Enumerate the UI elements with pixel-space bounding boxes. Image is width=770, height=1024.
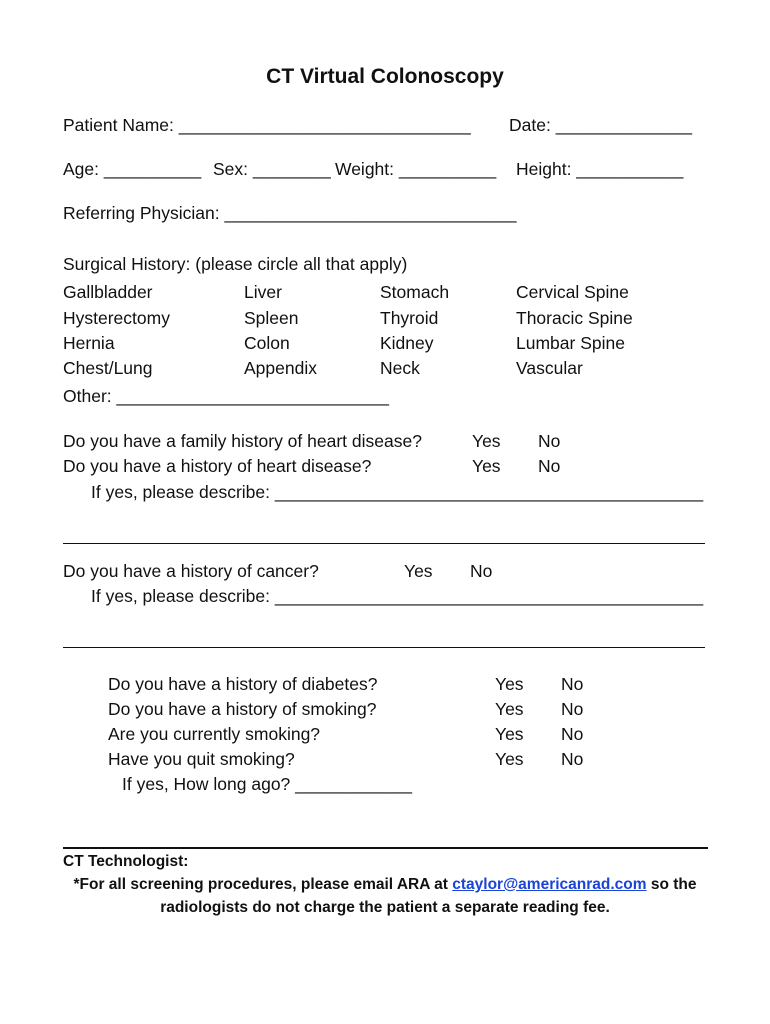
surgery-option-lumbar-spine[interactable]: Lumbar Spine [516,333,625,353]
surgery-option-thoracic-spine[interactable]: Thoracic Spine [516,308,633,328]
weight-field[interactable]: Weight: __________ [335,159,497,179]
yes-label: Yes [495,724,524,744]
surgery-option-chest-lung[interactable]: Chest/Lung [63,358,153,378]
surgery-option-vascular[interactable]: Vascular [516,358,583,378]
patient-name-field[interactable]: Patient Name: ______________________________ [63,115,471,135]
heart-describe-field[interactable]: If yes, please describe: ____________________________________________ [91,482,704,502]
surgery-option-liver[interactable]: Liver [244,282,282,302]
yes-label: Yes [495,749,524,769]
surgical-history-heading: Surgical History: (please circle all that apply) [63,254,408,274]
yes-label: Yes [495,674,524,694]
question-cancer: Do you have a history of cancer? [63,561,319,581]
surgery-option-spleen[interactable]: Spleen [244,308,299,328]
referring-physician-field[interactable]: Referring Physician: ______________________________ [63,203,517,223]
no-label: No [470,561,493,581]
yes-label: Yes [404,561,433,581]
surgery-option-colon[interactable]: Colon [244,333,290,353]
email-link[interactable]: ctaylor@americanrad.com [452,876,647,893]
no-label: No [561,749,584,769]
quit-how-long-field[interactable]: If yes, How long ago? ____________ [122,774,412,794]
sex-field[interactable]: Sex: ________ [213,159,331,179]
footer-note-before: *For all screening procedures, please email ARA at [73,876,453,893]
yes-label: Yes [495,699,524,719]
surgery-option-stomach[interactable]: Stomach [380,282,450,302]
page-title: CT Virtual Colonoscopy [266,65,504,88]
question-smoking-history: Do you have a history of smoking? [108,699,377,719]
surgery-option-neck[interactable]: Neck [380,358,420,378]
no-label: No [561,724,584,744]
surgery-other-field[interactable]: Other: ____________________________ [63,386,390,406]
footer-divider [63,847,708,849]
surgery-option-gallbladder[interactable]: Gallbladder [63,282,153,302]
surgery-option-kidney[interactable]: Kidney [380,333,434,353]
no-label: No [561,699,584,719]
date-field[interactable]: Date: ______________ [509,115,692,135]
no-label: No [561,674,584,694]
surgery-option-appendix[interactable]: Appendix [244,358,317,378]
heart-describe-line[interactable] [63,543,705,544]
question-family-heart: Do you have a family history of heart disease? [63,431,422,451]
question-heart: Do you have a history of heart disease? [63,456,372,476]
footer-note-line1 [0,874,770,896]
footer-note-after: so the [646,876,697,893]
yes-label: Yes [472,431,501,451]
surgery-option-thyroid[interactable]: Thyroid [380,308,439,328]
cancer-describe-field[interactable]: If yes, please describe: ____________________________________________ [91,586,704,606]
cancer-describe-line[interactable] [63,647,705,648]
question-smoking-quit: Have you quit smoking? [108,749,295,769]
surgery-option-hernia[interactable]: Hernia [63,333,115,353]
no-label: No [538,431,561,451]
yes-label: Yes [472,456,501,476]
ct-technologist-label: CT Technologist: [63,853,189,870]
height-field[interactable]: Height: ___________ [516,159,684,179]
age-field[interactable]: Age: __________ [63,159,202,179]
footer-note-line2: radiologists do not charge the patient a separate reading fee. [160,899,610,916]
question-diabetes: Do you have a history of diabetes? [108,674,378,694]
surgery-option-hysterectomy[interactable]: Hysterectomy [63,308,170,328]
surgery-option-cervical-spine[interactable]: Cervical Spine [516,282,629,302]
no-label: No [538,456,561,476]
question-smoking-current: Are you currently smoking? [108,724,321,744]
